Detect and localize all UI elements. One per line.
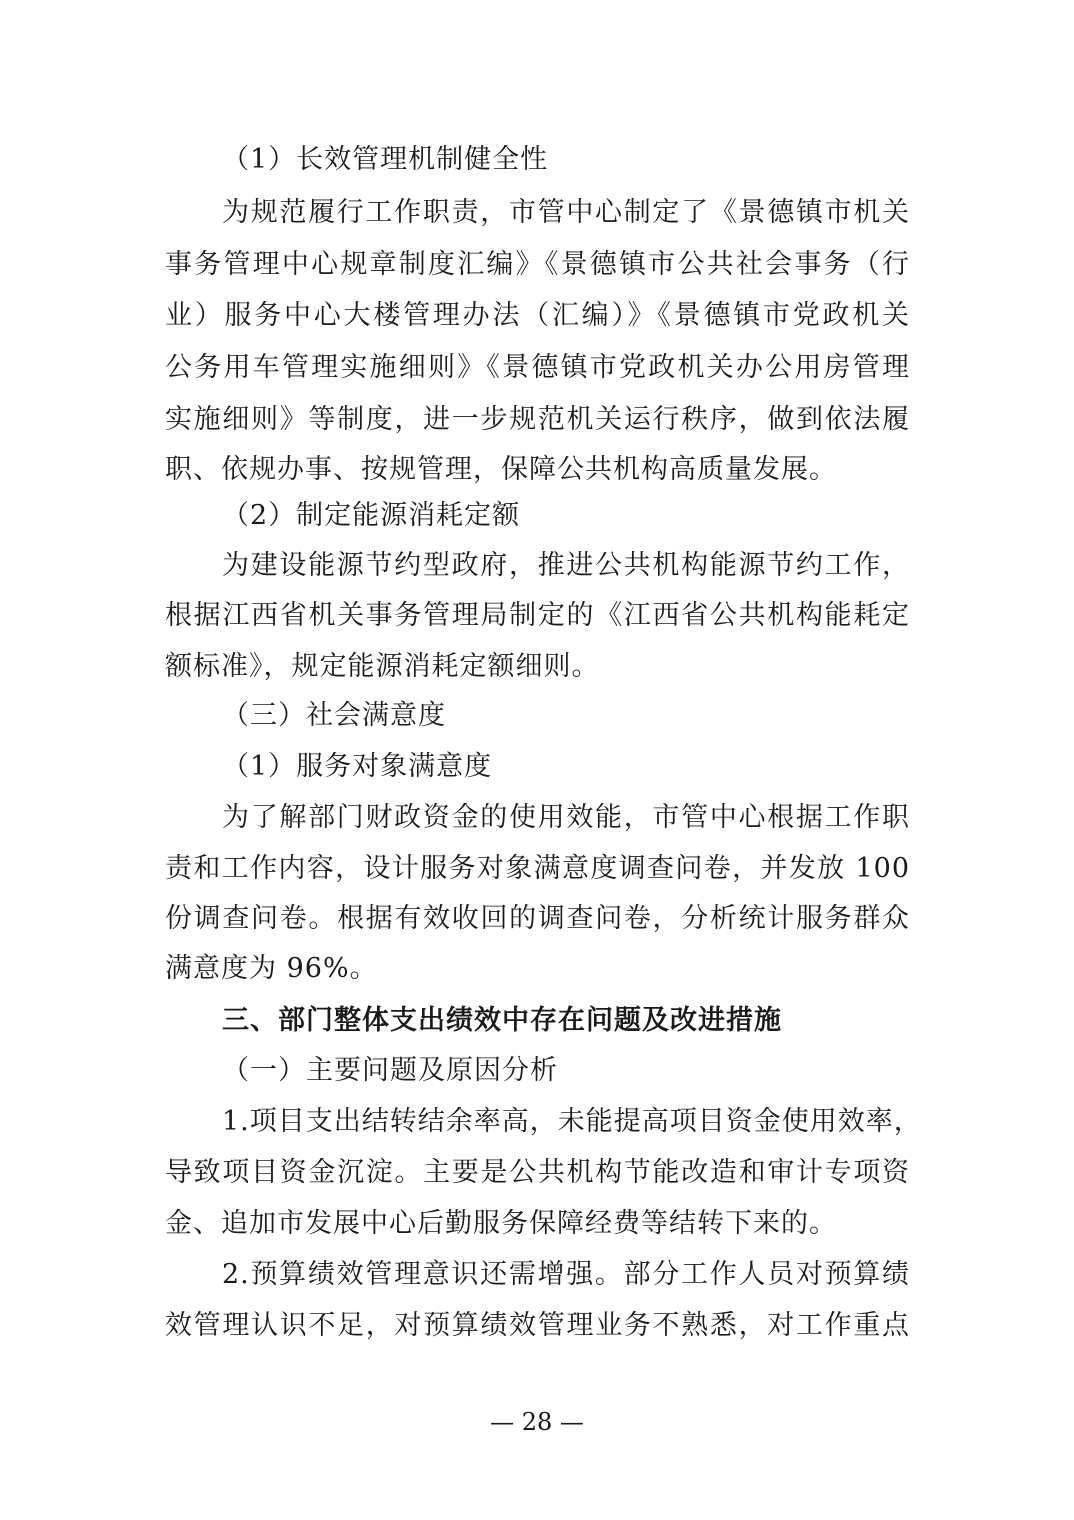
- chapter-heading: 三、部门整体支出绩效中存在问题及改进措施: [222, 1005, 782, 1036]
- section-heading: （三）社会满意度: [222, 700, 446, 731]
- paragraph-line: 额标准》，规定能源消耗定额细则。: [165, 651, 600, 682]
- section-heading: （一）主要问题及原因分析: [222, 1055, 558, 1086]
- paragraph-line: 根据江西省机关事务管理局制定的《江西省公共机构能耗定: [165, 600, 910, 631]
- paragraph-line: 效管理认识不足，对预算绩效管理业务不熟悉，对工作重点: [165, 1310, 910, 1341]
- subheading: （1）长效管理机制健全性: [222, 144, 549, 175]
- paragraph-line: 为了解部门财政资金的使用效能，市管中心根据工作职: [222, 802, 910, 833]
- paragraph-line: 导致项目资金沉淀。主要是公共机构节能改造和审计专项资: [165, 1157, 910, 1188]
- paragraph-line: 为规范履行工作职责，市管中心制定了《景德镇市机关: [222, 197, 910, 228]
- paragraph-line: 金、追加市发展中心后勤服务保障经费等结转下来的。: [165, 1208, 837, 1239]
- paragraph-line: 责和工作内容，设计服务对象满意度调查问卷，并发放 100: [165, 853, 910, 884]
- paragraph-line: 1.项目支出结转结余率高，未能提高项目资金使用效率，: [222, 1106, 922, 1137]
- page-number: — 28 —: [490, 1408, 584, 1436]
- paragraph-line: 公务用车管理实施细则》《景德镇市党政机关办公用房管理: [165, 352, 910, 383]
- subheading: （2）制定能源消耗定额: [222, 500, 521, 531]
- paragraph-line: 份调查问卷。根据有效收回的调查问卷，分析统计服务群众: [165, 903, 910, 934]
- paragraph-line: 2.预算绩效管理意识还需增强。部分工作人员对预算绩: [222, 1259, 910, 1290]
- paragraph-line: 满意度为 96%。: [165, 953, 378, 984]
- paragraph-line: 事务管理中心规章制度汇编》《景德镇市公共社会事务（行: [165, 249, 910, 280]
- paragraph-line: 实施细则》等制度，进一步规范机关运行秩序，做到依法履: [165, 404, 910, 435]
- subheading: （1）服务对象满意度: [222, 751, 493, 782]
- paragraph-line: 为建设能源节约型政府，推进公共机构能源节约工作，: [222, 550, 910, 581]
- paragraph-line: 职、依规办事、按规管理，保障公共机构高质量发展。: [165, 454, 837, 485]
- paragraph-line: 业）服务中心大楼管理办法（汇编）》《景德镇市党政机关: [165, 300, 910, 331]
